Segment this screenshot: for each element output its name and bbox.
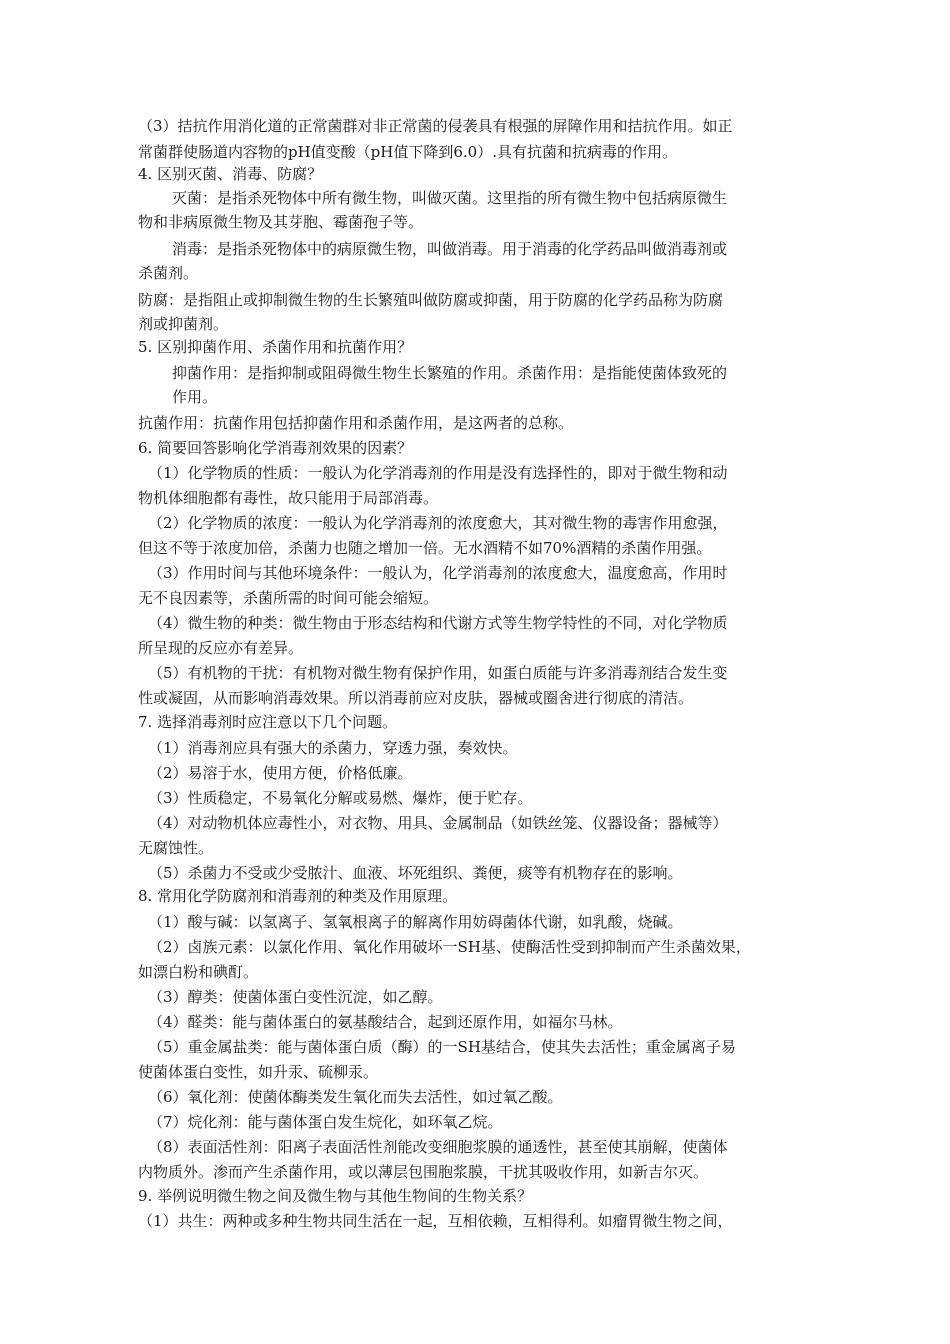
text-line: （1）酸与碱：以氢离子、氢氧根离子的解离作用妨碍菌体代谢，如乳酸，烧碱。 (148, 913, 683, 931)
section-heading: 6. 简要回答影响化学消毒剂效果的因素？ (138, 439, 413, 457)
section-heading: 7. 选择消毒剂时应注意以下几个问题。 (138, 713, 398, 731)
text-line: （3）拮抗作用消化道的正常菌群对非正常菌的侵袭具有根强的屏障作用和拮抗作用。如正 (138, 117, 733, 135)
text-line: （5）杀菌力不受或少受脓汁、血液、坏死组织、粪便，痰等有机物存在的影响。 (148, 864, 683, 882)
text-line: （7）烷化剂：能与菌体蛋白发生烷化，如环氧乙烷。 (148, 1113, 503, 1131)
text-line: （1）消毒剂应具有强大的杀菌力，穿透力强，奏效快。 (148, 739, 518, 757)
text-line: 常菌群使肠道内容物的pH值变酸（pH值下降到6.0）.具有抗菌和抗病毒的作用。 (138, 143, 677, 161)
text-line: 性或凝固，从而影响消毒效果。所以消毒前应对皮肤，器械或圈舍进行彻底的清洁。 (138, 689, 694, 707)
text-line: 使菌体蛋白变性，如升汞、硫柳汞。 (138, 1063, 379, 1081)
text-line: 所呈现的反应亦有差异。 (138, 639, 304, 657)
text-line: （3）性质稳定，不易氧化分解或易燃、爆炸，便于贮存。 (148, 789, 533, 807)
text-line: 无腐蚀性。 (138, 839, 214, 857)
section-heading: 5. 区别抑菌作用、杀菌作用和抗菌作用？ (138, 338, 413, 356)
text-line: （2）卤族元素：以氯化作用、氧化作用破坏一SH基、使酶活性受到抑制而产生杀菌效果， (148, 938, 751, 956)
text-line: 剂或抑菌剂。 (138, 315, 229, 333)
text-line: 抑菌作用：是指抑制或阻碍微生物生长繁殖的作用。杀菌作用：是指能使菌体致死的 (172, 364, 728, 382)
text-line: （3）醇类：使菌体蛋白变性沉淀，如乙醇。 (148, 988, 443, 1006)
text-line: （4）微生物的种类：微生物由于形态结构和代谢方式等生物学特性的不同，对化学物质 (148, 614, 728, 632)
text-line: 抗菌作用：抗菌作用包括抑菌作用和杀菌作用，是这两者的总称。 (138, 414, 574, 432)
text-line: （5）有机物的干扰：有机物对微生物有保护作用，如蛋白质能与许多消毒剂结合发生变 (148, 664, 728, 682)
section-heading: 8. 常用化学防腐剂和消毒剂的种类及作用原理。 (138, 887, 458, 905)
text-line: 内物质外。渗而产生杀菌作用，或以薄层包围胞浆膜，干扰其吸收作用，如新吉尔灭。 (138, 1163, 709, 1181)
section-heading: 9. 举例说明微生物之间及微生物与其他生物间的生物关系？ (138, 1187, 533, 1205)
text-line: 物和非病原微生物及其芽胞、霉菌孢子等。 (138, 213, 424, 231)
text-line: （3）作用时间与其他环境条件：一般认为，化学消毒剂的浓度愈大，温度愈高，作用时 (148, 564, 728, 582)
text-line: （8）表面活性剂：阳离子表面活性剂能改变细胞浆膜的通透性，甚至使其崩解，使菌体 (148, 1138, 728, 1156)
text-line: 但这不等于浓度加倍，杀菌力也随之增加一倍。无水酒精不如70%酒精的杀菌作用强。 (138, 539, 712, 557)
text-line: （4）醛类：能与菌体蛋白的氨基酸结合，起到还原作用，如福尔马林。 (148, 1013, 623, 1031)
text-line: 无不良因素等，杀菌所需的时间可能会缩短。 (138, 589, 439, 607)
text-line: 物机体细胞都有毒性，故只能用于局部消毒。 (138, 489, 439, 507)
text-line: 消毒：是指杀死物体中的病原微生物，叫做消毒。用于消毒的化学药品叫做消毒剂或 (172, 240, 728, 258)
text-line: 防腐：是指阻止或抑制微生物的生长繁殖叫做防腐或抑菌，用于防腐的化学药品称为防腐 (138, 291, 724, 309)
text-line: 如漂白粉和碘酊。 (138, 963, 259, 981)
text-line: 灭菌：是指杀死物体中所有微生物，叫做灭菌。这里指的所有微生物中包括病原微生 (172, 189, 728, 207)
text-line: 作用。 (172, 388, 218, 406)
text-line: （2）易溶于水，使用方便，价格低廉。 (148, 764, 413, 782)
text-line: 杀菌剂。 (138, 264, 199, 282)
text-line: （1）共生：两种或多种生物共同生活在一起，互相依赖，互相得利。如瘤胃微生物之间， (138, 1212, 733, 1230)
section-heading: 4. 区别灭菌、消毒、防腐？ (138, 165, 323, 183)
text-line: （5）重金属盐类：能与菌体蛋白质（酶）的一SH基结合，使其失去活性；重金属离子易 (148, 1038, 736, 1056)
text-line: （4）对动物机体应毒性小，对衣物、用具、金属制品（如铁丝笼、仪器设备；器械等） (148, 814, 728, 832)
text-line: （1）化学物质的性质：一般认为化学消毒剂的作用是没有选择性的，即对于微生物和动 (148, 464, 728, 482)
text-line: （2）化学物质的浓度：一般认为化学消毒剂的浓度愈大，其对微生物的毒害作用愈强， (148, 514, 728, 532)
text-line: （6）氧化剂：使菌体酶类发生氧化而失去活性，如过氧乙酸。 (148, 1088, 563, 1106)
